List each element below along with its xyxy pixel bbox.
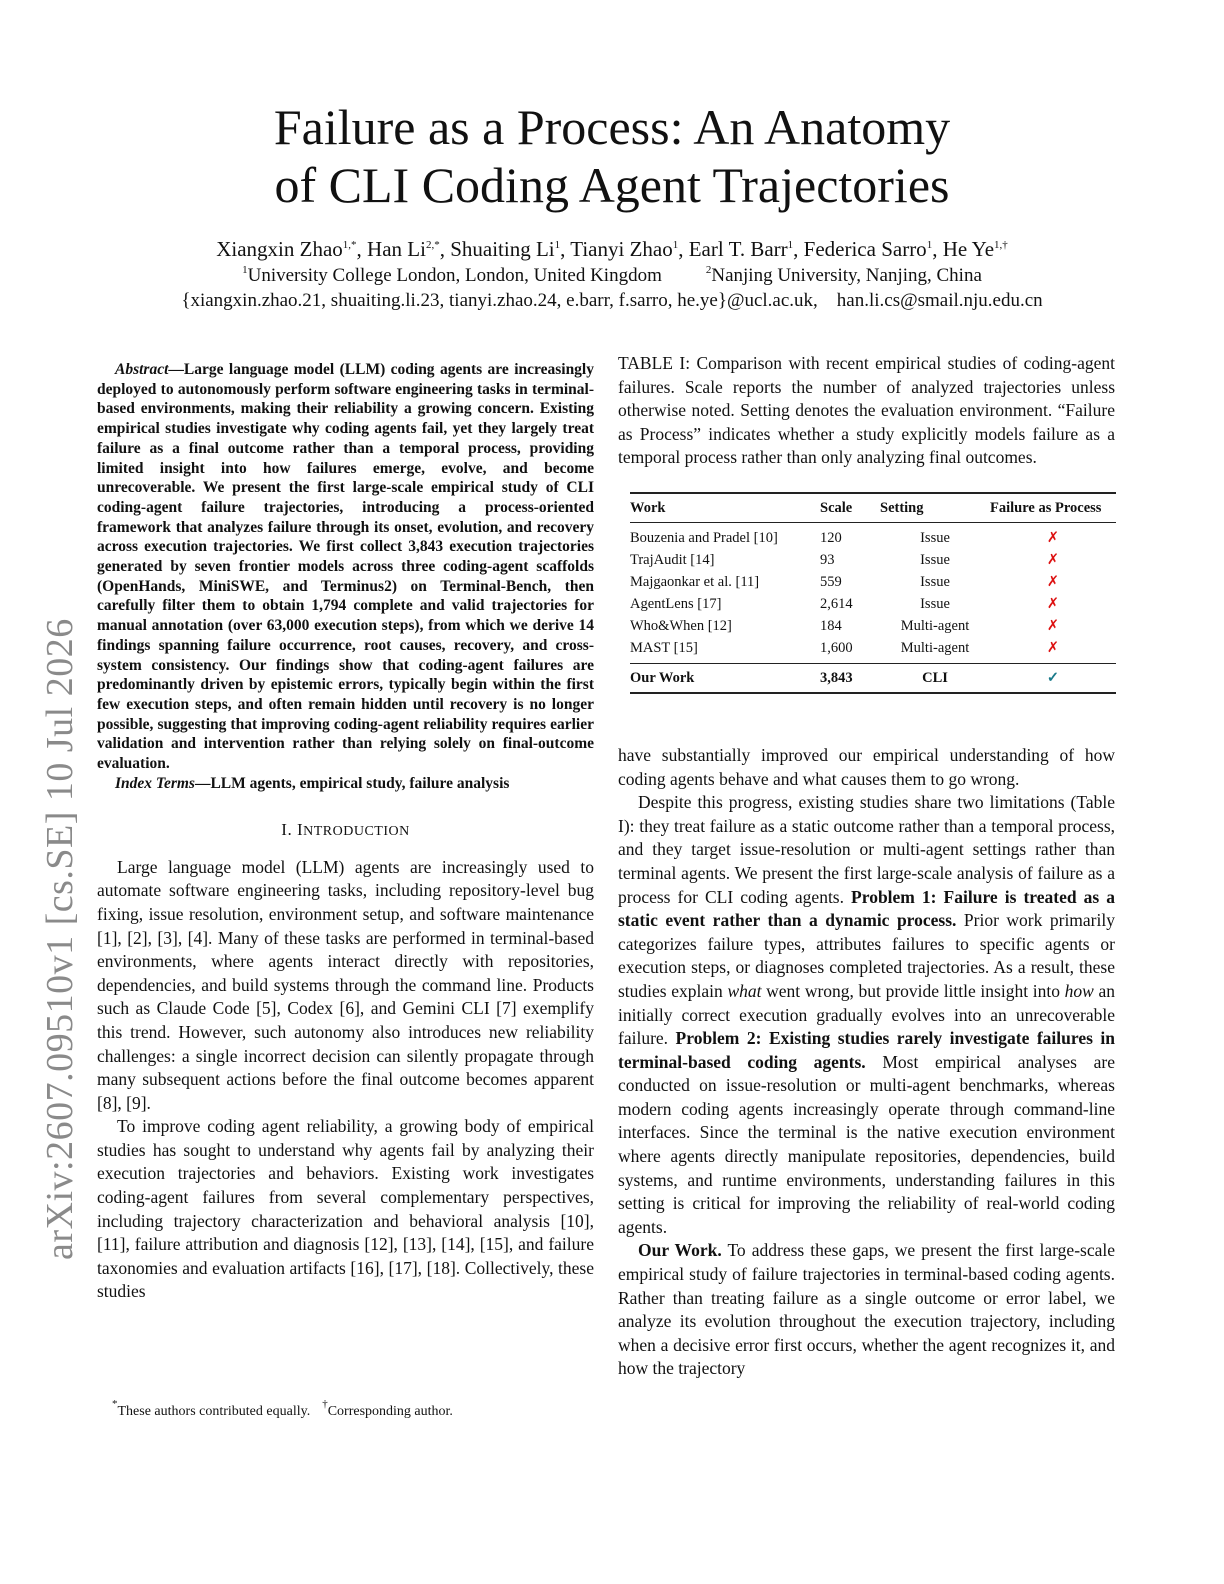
author: Xiangxin Zhao xyxy=(216,237,343,261)
abstract xyxy=(97,360,594,774)
right-column xyxy=(618,352,1115,1381)
author-sup: 1 xyxy=(554,239,561,251)
left-column xyxy=(97,360,594,1304)
footnote: *These authors contributed equally. †Corresponding author. xyxy=(112,1398,453,1419)
comparison-table xyxy=(630,492,1116,694)
table-row xyxy=(630,522,1116,550)
header-scale: Scale xyxy=(820,493,880,523)
cell-scale: 184 xyxy=(820,617,842,634)
cell-setting: Issue xyxy=(920,551,950,568)
cell-work: MAST [15] xyxy=(630,639,698,656)
cell-scale: 1,600 xyxy=(820,639,853,656)
our-work-label: Our Work. xyxy=(638,1240,722,1261)
table-row xyxy=(630,638,1116,664)
cell-scale: 2,614 xyxy=(820,595,853,612)
title-line-1: Failure as a Process: An Anatomy xyxy=(273,99,951,155)
paragraph: have substantially improved our empirical understanding of how coding agents behave and what causes them to go wrong. xyxy=(618,744,1115,789)
author-sup: 1,† xyxy=(994,239,1008,251)
check-mark-icon: ✓ xyxy=(990,663,1116,693)
problem-2-label: Problem 2: Existing studies rarely investigate failures in terminal-based coding agents. xyxy=(618,1028,1115,1072)
text-run: Most empirical analyses are conducted on issue-resolution or multi-agent benchmarks, whereas modern coding agents increasingly operate through command-line interfaces. Since the terminal is the native execution environment where agents directly manipulate repositories, dependencies, build systems, and runtime environments, understanding failures in this setting is critical for improving the reliability of real-world coding agents. xyxy=(618,1051,1115,1237)
cell-work: AgentLens [17] xyxy=(630,595,722,612)
affiliation: Nanjing University, Nanjing, China xyxy=(711,265,982,286)
text-run: To address these gaps, we present the first large-scale empirical study of failure trajectories in terminal-based coding agents. Rather than treating failure as a single outcome or error label, we analyze its evolution throughout the execution trajectory, including when a decisive error first occurs, whether the agent recognizes it, and how the trajectory xyxy=(618,1240,1116,1379)
cell-setting: Issue xyxy=(920,529,950,546)
text-run: Prior work primarily categorizes failure types, attributes failures to specific agents or execution steps, or diagnoses completed trajectories. As a result, these studies explain xyxy=(618,910,1115,1001)
text-run: Despite this progress, existing studies share two limitations (Table I): they treat failure as a static outcome rather than a temporal process, and they target issue-resolution or multi-agent settings rather than terminal agents. We present the first large-scale analysis of failure as a process for CLI coding agents. xyxy=(618,792,1115,907)
cell-setting: Multi-agent xyxy=(900,617,970,634)
table-header-row xyxy=(630,493,1116,523)
paragraph: Large language model (LLM) agents are increasingly used to automate software engineering tasks, including repository-level bug fixing, issue resolution, environment setup, and software maintenance [1], [2], [3], [4]. Many of these tasks are performed in terminal-based environments, where agents interact directly with repositories, dependencies, and build systems through the command line. Products such as Claude Code [5], Codex [6], and Gemini CLI [7] exemplify this trend. However, such autonomy also introduces new reliability challenges: a single incorrect decision can silently propagate through many subsequent actions before the final outcome becomes apparent [8], [9]. xyxy=(97,856,594,1113)
cell-scale: 93 xyxy=(820,551,835,568)
affiliations xyxy=(0,264,1224,288)
paragraph: To improve coding agent reliability, a growing body of empirical studies has sought to understand why agents fail by analyzing their execution trajectories and behaviors. Existing work investigates coding-agent failures from several complementary perspectives, including trajectory characterization and behavioral analysis [10], [11], failure attribution and diagnosis [12], [13], [14], [15], and failure taxonomies and evaluation artifacts [16], [17], [18]. Collectively, these studies xyxy=(97,1116,594,1302)
cell-setting: Issue xyxy=(920,595,950,612)
index-label: Index Terms xyxy=(115,774,195,792)
index-text: —LLM agents, empirical study, failure analysis xyxy=(194,774,510,792)
text-run: went wrong, but provide little insight into xyxy=(761,980,1065,1001)
section-heading: I. INTRODUCTION xyxy=(281,819,410,839)
author-sup: 1 xyxy=(787,239,794,251)
title-line-2: of CLI Coding Agent Trajectories xyxy=(274,157,950,213)
author: Tianyi Zhao xyxy=(570,237,673,261)
problem-1-label: Problem 1: Failure is treated as a static event rather than a dynamic process. xyxy=(618,886,1115,931)
index-terms xyxy=(97,774,594,794)
cell-setting: Issue xyxy=(920,573,950,590)
cell-work: Who&When [12] xyxy=(630,617,732,634)
footnote-corresponding: Corresponding author. xyxy=(327,1404,453,1419)
header-work: Work xyxy=(630,493,820,523)
cross-mark-icon: ✗ xyxy=(1046,573,1060,590)
cell-work: Bouzenia and Pradel [10] xyxy=(630,529,778,546)
affil-sup: 2 xyxy=(705,264,712,276)
cell-work: Majgaonkar et al. [11] xyxy=(630,573,760,590)
affil-sup: 1 xyxy=(242,264,248,276)
author: Earl T. Barr xyxy=(688,237,788,261)
author: Han Li xyxy=(367,237,426,261)
cell-setting: CLI xyxy=(880,663,990,693)
table-row xyxy=(630,572,1116,594)
author-list: Xiangxin Zhao$^{1,*}$, Han $Li^{2,*}$, Shuaiting Li$^1$, Tianyi Zhao$^1$, Earl T. Barr$^1$, Federica Sarro$^1$, He $Ye^{1,\dagger}$ xyxy=(216,237,1008,261)
arxiv-stamp: arXiv:2607.09510v1 [cs.SE] 10 Jul 2026 xyxy=(39,618,81,1260)
right-body xyxy=(618,744,1115,1381)
footnote-equal: These authors contributed equally. xyxy=(117,1404,311,1419)
table-row xyxy=(630,550,1116,572)
abstract-label: Abstract xyxy=(115,361,169,378)
table-caption: TABLE I: Comparison with recent empirical studies of coding-agent failures. Scale reports the number of analyzed trajectories unless otherwise noted. Setting denotes the evaluation environment. “Failure as Process” indicates whether a study explicitly models failure as a temporal process rather than only analyzing final outcomes. xyxy=(618,353,1115,468)
cell-scale: 3,843 xyxy=(820,663,880,693)
abstract-text: —Large language model (LLM) coding agents are increasingly deployed to autonomously perform software engineering tasks in terminal-based environments, making their reliability a growing concern. Existing empirical studies investigate why coding agents fail, yet they largely treat failure as a final outcome rather than a temporal process, providing limited insight into how failures emerge, evolve, and become unrecoverable. We present the first large-scale empirical study of CLI coding-agent failure trajectories, introducing a process-oriented framework that analyzes failure through its onset, evolution, and recovery across execution trajectories. We first collect 3,843 execution trajectories generated by seven frontier models across three coding-agent scaffolds (OpenHands, MiniSWE, and Terminus2) on Terminal-Bench, then carefully filter them to obtain 1,794 complete and valid trajectories for manual annotation (over 63,000 execution steps), from which we derive 14 findings spanning failure occurrence, root causes, recovery, and cross-system consistency. Our findings show that coding-agent failures are predominantly driven by epistemic errors, typically begin within the first few execution steps, and often remain hidden until recovery is no longer possible, suggesting that improving coding-agent reliability requires earlier validation and intervention rather than relying solely on final-outcome evaluation. xyxy=(97,361,594,773)
author-emails: {xiangxin.zhao.21, shuaiting.li.23, tianyi.zhao.24, e.barr, f.sarro, he.ye}@ucl.ac.uk, han.li.cs@smail.nju.edu.cn xyxy=(181,290,1043,311)
emphasis: how xyxy=(1064,980,1094,1001)
cell-setting: Multi-agent xyxy=(900,639,970,656)
emphasis: what xyxy=(727,980,762,1001)
author: He Ye xyxy=(942,237,995,261)
intro-body xyxy=(97,856,594,1304)
table-row xyxy=(630,616,1116,638)
cell-work: TrajAudit [14] xyxy=(630,551,715,568)
paragraph xyxy=(618,791,1115,1239)
author-sup: 1 xyxy=(672,239,679,251)
cross-mark-icon: ✗ xyxy=(1046,529,1060,546)
cross-mark-icon: ✗ xyxy=(1046,551,1060,568)
author-sup: 1,* xyxy=(342,239,357,251)
cell-scale: 559 xyxy=(820,573,842,590)
table-row-ours xyxy=(630,663,1116,693)
text-run: an initially correct execution gradually evolves into an unrecoverable failure. xyxy=(618,980,1115,1049)
cross-mark-icon: ✗ xyxy=(1046,639,1060,656)
header-process: Failure as Process xyxy=(990,493,1116,523)
table-row xyxy=(630,594,1116,616)
paper-title xyxy=(0,98,1224,214)
cross-mark-icon: ✗ xyxy=(1046,617,1060,634)
paragraph xyxy=(618,1239,1115,1381)
author-sup: 1 xyxy=(926,239,933,251)
author: Shuaiting Li xyxy=(450,237,555,261)
header-setting: Setting xyxy=(880,493,990,523)
author: Federica Sarro xyxy=(803,237,927,261)
cell-scale: 120 xyxy=(820,529,842,546)
author-sup: 2,* xyxy=(425,239,440,251)
cross-mark-icon: ✗ xyxy=(1046,595,1060,612)
affiliation: University College London, London, United Kingdom xyxy=(247,265,662,286)
cell-work: Our Work xyxy=(630,663,820,693)
